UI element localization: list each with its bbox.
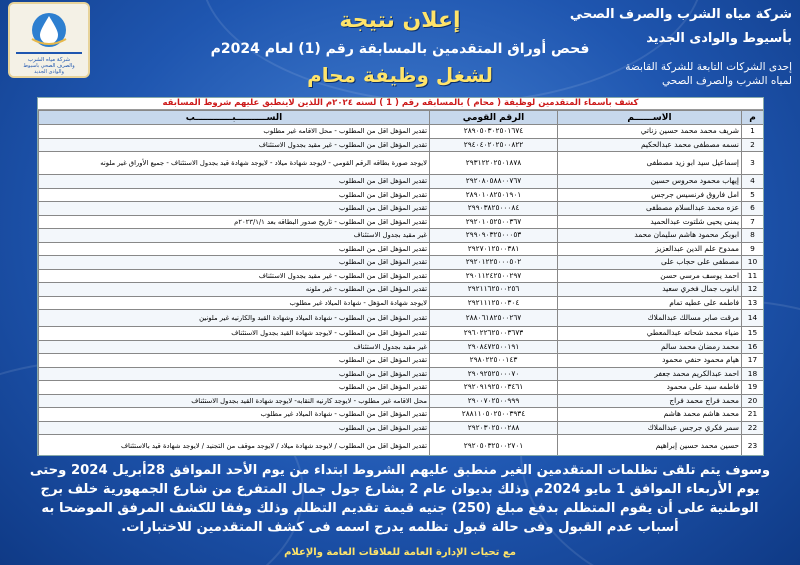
applicant-name: سمر فكري جرجس عبدالملاك [558, 421, 742, 435]
rejection-reason: تقدير المؤهل اقل من المطلوب [39, 367, 430, 381]
rejection-reason: تقدير المؤهل اقل من المطلوب - لايوجد شهادة القيد بجدول الاستئناف [39, 327, 430, 341]
table-row [39, 296, 764, 310]
rejection-reason: تقدير المؤهل اقل من المطلوب [39, 175, 430, 189]
table-row [39, 367, 764, 381]
row-number: 17 [742, 354, 764, 368]
applicant-name: ممدوح علم الدين عبدالعزيز [558, 242, 742, 256]
table-row [39, 256, 764, 270]
national-id: ٢٩٩٠٩٠٣٢٥٠٠٠٥٣ [430, 229, 558, 243]
row-number: 1 [742, 125, 764, 139]
table-row [39, 354, 764, 368]
national-id: ٢٩٤٠٤٠٢٠٢٥٠٠٨٢٢ [430, 138, 558, 152]
announcement-title-block [210, 4, 590, 90]
applicant-name: يمنى يحيى شلتوت عبدالحميد [558, 215, 742, 229]
svg-text:والصرف الصحي باسيوط: والصرف الصحي باسيوط [23, 63, 75, 69]
national-id: ٢٩٢٠٣٠٢٥٠٠٢٨٨ [430, 421, 558, 435]
table-row [39, 283, 764, 297]
applicant-name: إيهاب محمود محروس حسين [558, 175, 742, 189]
applicant-name: إسماعيل سيد ابو زيد مصطفى [558, 152, 742, 175]
rejection-reason: محل الاقامه غير مطلوب - لايوجد كارنيه النقابه- لايوجد شهادة القيد بجدول الاستئناف [39, 394, 430, 408]
rejection-reason: تقدير المؤهل اقل من المطلوب [39, 256, 430, 270]
table-row [39, 138, 764, 152]
table-row [39, 242, 764, 256]
national-id: ٢٨٩٠١٠٨٢٥٠١٩٠١ [430, 188, 558, 202]
job-title: لشغل وظيفة محام [307, 63, 493, 87]
rejection-reason: تقدير المؤهل اقل من المطلوب - تاريخ صدور البطاقه بعد ٢٠٢٣/١/١م [39, 215, 430, 229]
national-id: ٢٩٠١١٢٤٢٥٠٠٢٩٧ [430, 269, 558, 283]
rejection-reason: تقدير المؤهل اقل من المطلوب [39, 188, 430, 202]
applicant-name: ابوبكر محمود هاشم سليمان محمد [558, 229, 742, 243]
applicant-name: ضياء محمد شحاته عبدالمعطي [558, 327, 742, 341]
footer-signature: مع تحيات الإدارة العامة للعلاقات العامة والإعلام [284, 547, 516, 558]
row-number: 12 [742, 283, 764, 297]
table-row [39, 175, 764, 189]
national-id: ٢٨٨٠٦١٨٢٥٠٠٢٦٧ [430, 310, 558, 327]
applicant-name: عزه محمد عبدالسلام مصطفى [558, 202, 742, 216]
row-number: 6 [742, 202, 764, 216]
row-number: 20 [742, 394, 764, 408]
applicant-name: محمد فراج محمد فراج [558, 394, 742, 408]
row-number: 14 [742, 310, 764, 327]
national-id: ٢٩٦٠٢٢٦٢٥٠٠٣٦٧٣ [430, 327, 558, 341]
row-number: 5 [742, 188, 764, 202]
row-number: 11 [742, 269, 764, 283]
rejection-reason: لايوجد صورة بطاقه الرقم القومي - لايوجد شهادة ميلاد - لايوجد شهادة قيد بجدول الاستئناف - جميع الأوراق غير ملونه [39, 152, 430, 175]
company-name-line2: بأسيوط والوادى الجديد [646, 31, 792, 46]
national-id: ٢٩٢٠٩١٩٢٥٠٠٣٤٦١ [430, 381, 558, 395]
table-row [39, 229, 764, 243]
applicant-name: هيام محمود حنفي محمود [558, 354, 742, 368]
row-number: 22 [742, 421, 764, 435]
rejection-reason: غير مقيد بجدول الاستئناف [39, 229, 430, 243]
national-id: ٢٨٩٠٥٠٣٠٢٥٠١٦٧٤ [430, 125, 558, 139]
applicant-name: نسمه مصطفى محمد عبدالحكيم [558, 138, 742, 152]
grievance-notice: وسوف يتم تلقى تظلمات المتقدمين الغير منطبق عليهم الشروط ابتداء من يوم الأحد الموافق 28أبريل 2024 وحتى يوم الأربعاء الموافق 1 مايو 2024م وذلك بديوان عام 2 بشارع جول جمال المتفرع من شارع الجمهورية خلف برج الوطنية على أن يقوم المتظلم بدفع مبلغ (250) جنيه قيمة تقديم التظلم وذلك وفقا للكشف المرفق الموضحا به أسباب عدم القبول وفى حالة قبول تظلمه يدرج اسمه فى كشف المتقدمين للاختبارات. [29, 463, 771, 535]
applicant-name: ابانوب جمال فخري سعيد [558, 283, 742, 297]
row-number: 18 [742, 367, 764, 381]
company-affiliation-line1: إحدى الشركات التابعة للشركة القابضة [625, 61, 792, 73]
rejection-reason: تقدير المؤهل اقل من المطلوب [39, 381, 430, 395]
company-logo [10, 4, 88, 76]
applicant-name: محمد هاشم محمد هاشم [558, 408, 742, 422]
table-row [39, 340, 764, 354]
applicant-name: فاطمه سيد على محمود [558, 381, 742, 395]
row-number: 3 [742, 152, 764, 175]
table-row [39, 215, 764, 229]
column-header-reason: الســــــــــبــــــــــــب [39, 111, 430, 125]
national-id: ٢٩٢١١٦٢٥٠٠٢٥٦ [430, 283, 558, 297]
table-row [39, 394, 764, 408]
national-id: ٢٩٢٠١٠٥٢٥٠٠٣٦٧ [430, 215, 558, 229]
rejection-reason: لايوجد شهادة المؤهل - شهادة الميلاد غير مطلوب [39, 296, 430, 310]
rejection-reason: تقدير المؤهل اقل من المطلوب - شهادة الميلاد وشهادة القيد والكارنيه غير ملونين [39, 310, 430, 327]
national-id: ٢٨٨١١٠٥٠٢٥٠٠٣٩٣٤ [430, 408, 558, 422]
rejection-reason: تقدير المؤهل اقل من المطلوب - غير ملونه [39, 283, 430, 297]
column-header-nid: الرقم القومي [430, 111, 558, 125]
national-id: ٢٩٩٠٣٨٢٥٠٠٠٨٤ [430, 202, 558, 216]
national-id: ٢٩٢٠٨٠٥٨٨٠٠٧٦٧ [430, 175, 558, 189]
rejected-applicants-table [37, 97, 764, 456]
applicant-name: فاطمه على عطيه تمام [558, 296, 742, 310]
svg-text:والوادى الجديد: والوادى الجديد [34, 69, 64, 75]
table-row [39, 125, 764, 139]
applicant-name: امل فاروق فرنسيس جرجس [558, 188, 742, 202]
rejection-reason: تقدير المؤهل اقل من المطلوب [39, 242, 430, 256]
table-header-row [39, 111, 764, 125]
national-id: ٢٩٠٨٤٧٢٥٠٠١٩١ [430, 340, 558, 354]
table-row [39, 421, 764, 435]
applicant-name: محمد رمضان محمد سالم [558, 340, 742, 354]
row-number: 10 [742, 256, 764, 270]
svg-text:شركة مياه الشرب: شركة مياه الشرب [27, 57, 71, 63]
row-number: 19 [742, 381, 764, 395]
row-number: 9 [742, 242, 764, 256]
table-row [39, 202, 764, 216]
row-number: 2 [742, 138, 764, 152]
row-number: 7 [742, 215, 764, 229]
applicant-name: احمد عبدالكريم محمد جعفر [558, 367, 742, 381]
row-number: 21 [742, 408, 764, 422]
company-name-line1: شركة مياه الشرب والصرف الصحي [569, 7, 792, 22]
national-id: ٢٩٠٩٢٥٢٥٠٠٠٧٠ [430, 367, 558, 381]
table-body [39, 125, 764, 457]
column-header-name: الاســــــم [558, 111, 742, 125]
rejection-reason: تقدير المؤهل اقل من المطلوب - غير مقيد بجدول الاستئناف [39, 269, 430, 283]
company-affiliation-line2: لمياه الشرب والصرف الصحي [661, 75, 792, 87]
applicant-name: شريف محمد محمد حسين زناتي [558, 125, 742, 139]
rejection-reason: تقدير المؤهل اقل من المطلوب [39, 421, 430, 435]
table-row [39, 188, 764, 202]
table-row [39, 310, 764, 327]
national-id: ٢٩٢٧٠١٢٥٠٠٣٨١ [430, 242, 558, 256]
announcement-title: إعلان نتيجة [339, 8, 461, 33]
applicant-name: حسين محمد حسين إبراهيم [558, 435, 742, 457]
rejection-reason: تقدير المؤهل اقل من المطلوب - محل الاقامه غير مطلوب [39, 125, 430, 139]
row-number: 13 [742, 296, 764, 310]
row-number: 16 [742, 340, 764, 354]
rejection-reason: تقدير المؤهل اقل من المطلوب / لايوجد شهادة ميلاد / لايوجد موقف من التجنيد / لايوجد شهادة قيد بالاستئناف [39, 435, 430, 457]
national-id: ٢٩٨٠٢٢٥٠٠١٤٣ [430, 354, 558, 368]
applicant-name: مرقت صابر مسالك عبدالملاك [558, 310, 742, 327]
rejection-reason: تقدير المؤهل اقل من المطلوب - شهادة الميلاد غير مطلوب [39, 408, 430, 422]
national-id: ٢٩٣١٢٢٠٢٥٠١٨٧٨ [430, 152, 558, 175]
column-header-num: م [742, 111, 764, 125]
row-number: 23 [742, 435, 764, 457]
rejection-reason: غير مقيد بجدول الاستئناف [39, 340, 430, 354]
table-row [39, 327, 764, 341]
announcement-subtitle: فحص أوراق المتقدمين بالمسابقة رقم (1) لعام 2024م [210, 41, 590, 57]
table-row [39, 408, 764, 422]
national-id: ٢٩٢٠٥٠٣٢٥٠٠٢٧٠١ [430, 435, 558, 457]
table-row [39, 435, 764, 457]
national-id: ٢٩٢٠١٢٢٥٠٠٠٥٠٢ [430, 256, 558, 270]
table-row [39, 152, 764, 175]
applicant-name: مصطفى على حجاب على [558, 256, 742, 270]
applicant-name: احمد يوسف مرسي حسن [558, 269, 742, 283]
table-caption: كشف بأسماء المتقدمين لوظيفة ( محام ) بالمسابقه رقم ( 1 ) لسنه ٢٠٢٤م اللذين لاينطبق عليهم شروط المسابقه [38, 98, 763, 110]
national-id: ٢٩٠٠٧٠٢٥٠٠٩٩٩ [430, 394, 558, 408]
rejection-reason: تقدير المؤهل اقل من المطلوب [39, 202, 430, 216]
row-number: 15 [742, 327, 764, 341]
row-number: 8 [742, 229, 764, 243]
water-company-logo-icon [10, 4, 88, 76]
rejection-reason: تقدير المؤهل اقل من المطلوب - غير مقيد بجدول الاستئناف [39, 138, 430, 152]
national-id: ٢٩٢١١١٢٥٠٠٣٠٤ [430, 296, 558, 310]
company-name-block [552, 6, 792, 88]
applicants-table [38, 110, 764, 456]
table-row [39, 381, 764, 395]
rejection-reason: تقدير المؤهل اقل من المطلوب [39, 354, 430, 368]
row-number: 4 [742, 175, 764, 189]
table-row [39, 269, 764, 283]
